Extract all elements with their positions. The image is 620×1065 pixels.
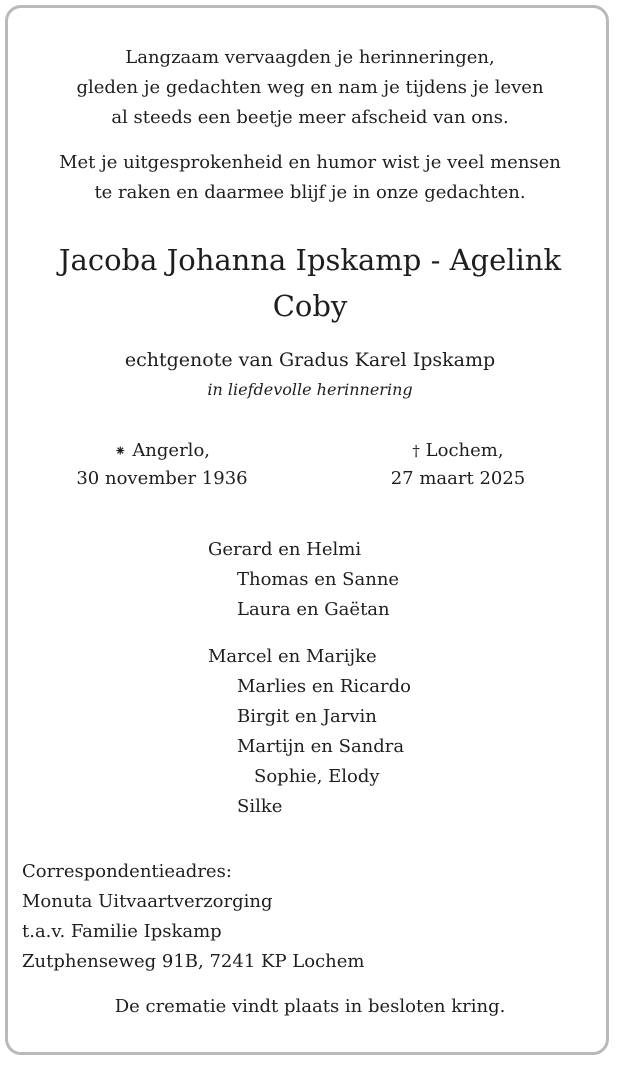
correspondence-line: Monuta Uitvaartverzorging — [22, 891, 273, 912]
family-child: Laura en Gaëtan — [237, 599, 390, 620]
deceased-full-name: Jacoba Johanna Ipskamp - Agelink — [58, 243, 562, 277]
correspondence-heading: Correspondentieadres: — [22, 861, 232, 882]
family-child: Marlies en Ricardo — [237, 676, 411, 697]
family-parents: Marcel en Marijke — [208, 646, 377, 667]
poem-line: te raken en daarmee blijf je in onze gedachten. — [94, 182, 526, 203]
birth-star-icon: ⁕ — [114, 442, 127, 460]
family-parents: Gerard en Helmi — [208, 539, 362, 560]
correspondence-line: Zutphenseweg 91B, 7241 KP Lochem — [22, 951, 365, 972]
family-child: Silke — [237, 796, 283, 817]
spouse-line: echtgenote van Gradus Karel Ipskamp — [124, 349, 496, 371]
family-child: Thomas en Sanne — [237, 569, 400, 590]
birth-place: Angerlo, — [132, 440, 210, 461]
memory-line: in liefdevolle herinnering — [207, 380, 413, 399]
death-place: Lochem, — [425, 440, 504, 461]
poem-line: Langzaam vervaagden je herinneringen, — [125, 47, 495, 68]
poem-line: Met je uitgesprokenheid en humor wist je veel mensen — [59, 152, 561, 173]
birth-block — [50, 437, 274, 493]
birth-date: 30 november 1936 — [76, 468, 248, 489]
death-date: 27 maart 2025 — [390, 468, 526, 489]
deceased-nickname: Coby — [272, 289, 348, 323]
family-child: Birgit en Jarvin — [237, 706, 377, 727]
poem-line: gleden je gedachten weg en nam je tijdens je leven — [76, 77, 544, 98]
family-grandchildren: Sophie, Elody — [254, 766, 380, 787]
closing-note: De crematie vindt plaats in besloten kring. — [114, 996, 506, 1017]
poem-line: al steeds een beetje meer afscheid van ons. — [111, 107, 509, 128]
family-child: Martijn en Sandra — [237, 736, 405, 757]
death-cross-icon: † — [412, 442, 420, 460]
death-block — [346, 437, 570, 493]
correspondence-line: t.a.v. Familie Ipskamp — [22, 921, 222, 942]
